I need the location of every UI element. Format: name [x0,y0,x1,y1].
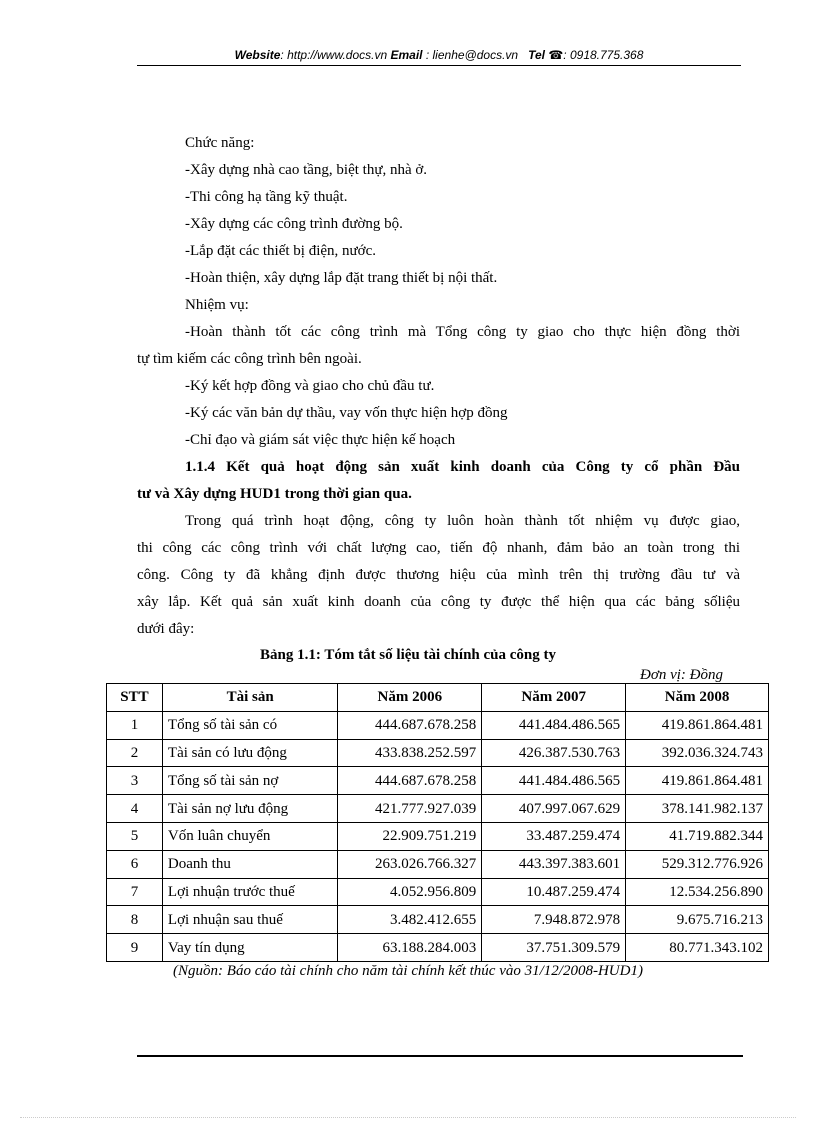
table-row [107,795,769,823]
body-line-8: -Hoàn thành tốt các công trình mà Tổng công ty giao cho thực hiện đồng thời [185,324,740,340]
cell-2006: 421.777.927.039 [338,795,482,823]
table-row [107,711,769,739]
website-value: : http://www.docs.vn [280,48,388,62]
website-label: Website [234,48,281,62]
section-heading-line-2: tư và Xây dựng HUD1 trong thời gian qua. [137,486,412,502]
paragraph-line-4: xây lắp. Kết quả sản xuất kinh doanh của công ty được thể hiện qua các bảng sốliệu [137,594,740,610]
table-row [107,767,769,795]
cell-2008: 392.036.324.743 [626,739,769,767]
cell-2007: 33.487.259.474 [482,822,626,850]
section-heading-line-1: 1.1.4 Kết quả hoạt động sản xuất kinh doanh của Công ty cổ phần Đầu [185,459,740,475]
email-value: : lienhe@docs.vn [425,48,519,62]
table-row [107,934,769,962]
cell-asset: Lợi nhuận sau thuế [162,906,337,934]
cell-2007: 407.997.067.629 [482,795,626,823]
cell-stt: 7 [107,878,163,906]
cell-stt: 2 [107,739,163,767]
cell-2006: 22.909.751.219 [338,822,482,850]
cell-2006: 444.687.678.258 [338,767,482,795]
cell-asset: Tổng số tài sản nợ [162,767,337,795]
footer-rule [137,1055,743,1057]
cell-2008: 41.719.882.344 [626,822,769,850]
body-line-7: Nhiệm vụ: [185,297,249,313]
paragraph-line-2: thi công các công trình với chất lượng cao, tiến độ nhanh, đảm bảo an toàn trong thi [137,540,740,556]
cell-2008: 419.861.864.481 [626,767,769,795]
header-2007: Năm 2007 [482,684,626,712]
body-line-10: -Ký kết hợp đồng và giao cho chủ đầu tư. [185,378,435,394]
email-label: Email [390,48,423,62]
paragraph-line-5: dưới đây: [137,621,195,637]
table-row [107,850,769,878]
body-line-1: Chức năng: [185,135,255,151]
cell-stt: 3 [107,767,163,795]
cell-stt: 9 [107,934,163,962]
cell-2007: 37.751.309.579 [482,934,626,962]
financial-table [106,683,769,962]
cell-2006: 263.026.766.327 [338,850,482,878]
page-edge [20,1117,796,1118]
table-caption: Bảng 1.1: Tóm tắt số liệu tài chính của công ty [260,647,556,663]
cell-asset: Tổng số tài sản có [162,711,337,739]
cell-asset: Tài sản nợ lưu động [162,795,337,823]
body-line-4: -Xây dựng các công trình đường bộ. [185,216,403,232]
header-2006: Năm 2006 [338,684,482,712]
table-header-row [107,684,769,712]
cell-asset: Lợi nhuận trước thuế [162,878,337,906]
paragraph-line-3: công. Công ty đã khẳng định được thương hiệu của mình trên thị trường đầu tư và [137,567,740,583]
header-2008: Năm 2008 [626,684,769,712]
table-unit: Đơn vị: Đồng [640,667,723,683]
cell-stt: 8 [107,906,163,934]
cell-2007: 441.484.486.565 [482,711,626,739]
cell-stt: 4 [107,795,163,823]
cell-2007: 7.948.872.978 [482,906,626,934]
cell-2008: 80.771.343.102 [626,934,769,962]
cell-stt: 5 [107,822,163,850]
body-line-11: -Ký các văn bản dự thầu, vay vốn thực hiện hợp đồng [185,405,508,421]
phone-icon: ☎ [548,48,564,62]
cell-2006: 4.052.956.809 [338,878,482,906]
cell-2007: 426.387.530.763 [482,739,626,767]
cell-2008: 419.861.864.481 [626,711,769,739]
cell-2007: 441.484.486.565 [482,767,626,795]
body-line-6: -Hoàn thiện, xây dựng lắp đặt trang thiết bị nội thất. [185,270,498,286]
cell-2006: 444.687.678.258 [338,711,482,739]
cell-2006: 63.188.284.003 [338,934,482,962]
paragraph-line-1: Trong quá trình hoạt động, công ty luôn hoàn thành tốt nhiệm vụ được giao, [185,513,740,529]
cell-asset: Vay tín dụng [162,934,337,962]
cell-asset: Doanh thu [162,850,337,878]
cell-2007: 10.487.259.474 [482,878,626,906]
table-row [107,878,769,906]
body-line-12: -Chỉ đạo và giám sát việc thực hiện kế hoạch [185,432,456,448]
cell-asset: Vốn luân chuyển [162,822,337,850]
cell-2008: 12.534.256.890 [626,878,769,906]
table-source: (Nguồn: Báo cáo tài chính cho năm tài chính kết thúc vào 31/12/2008-HUD1) [173,963,643,979]
cell-stt: 1 [107,711,163,739]
body-line-3: -Thi công hạ tầng kỹ thuật. [185,189,348,205]
body-line-2: -Xây dựng nhà cao tầng, biệt thự, nhà ở. [185,162,428,178]
cell-2007: 443.397.383.601 [482,850,626,878]
cell-2006: 433.838.252.597 [338,739,482,767]
table-row [107,822,769,850]
tel-label: Tel [528,48,545,62]
body-line-9: tự tìm kiếm các công trình bên ngoài. [137,351,362,367]
cell-stt: 6 [107,850,163,878]
table-row [107,906,769,934]
cell-2006: 3.482.412.655 [338,906,482,934]
table-row [107,739,769,767]
tel-value: : 0918.775.368 [563,48,644,62]
header-asset: Tài sản [162,684,337,712]
cell-2008: 378.141.982.137 [626,795,769,823]
header-stt: STT [107,684,163,712]
cell-asset: Tài sản có lưu động [162,739,337,767]
page-header [137,46,741,66]
cell-2008: 529.312.776.926 [626,850,769,878]
cell-2008: 9.675.716.213 [626,906,769,934]
body-line-5: -Lắp đặt các thiết bị điện, nước. [185,243,376,259]
